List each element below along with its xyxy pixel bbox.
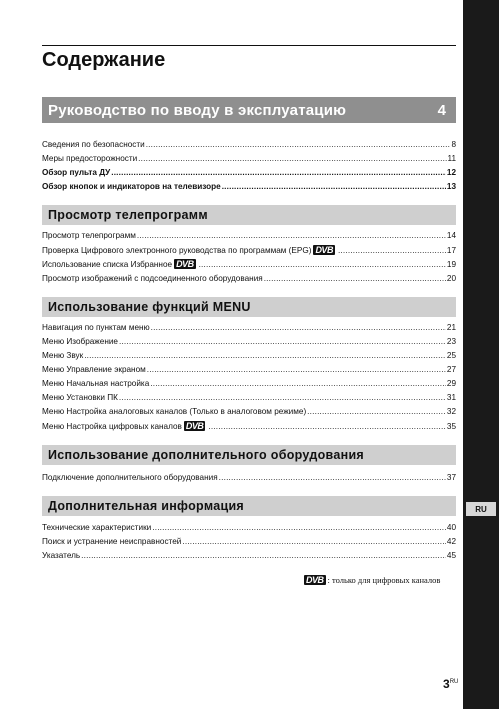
- section-title: Дополнительная информация: [48, 499, 245, 513]
- toc-entry[interactable]: [42, 230, 456, 242]
- leader-dots: [222, 181, 446, 193]
- toc-entry[interactable]: [42, 522, 456, 534]
- toc-entry-page: 23: [446, 337, 456, 346]
- leader-dots: [150, 378, 446, 390]
- leader-dots: [208, 421, 446, 433]
- toc-entry-label: Просмотр изображений с подсоединенного оборудования: [42, 274, 263, 283]
- toc-entry-label: Технические характеристики: [42, 523, 152, 532]
- toc-entry-page: 8: [451, 140, 456, 149]
- section-header-additional[interactable]: [42, 496, 456, 516]
- toc-entry-label: Просмотр телепрограмм: [42, 231, 136, 240]
- toc-entry-page: 29: [446, 379, 456, 388]
- toc-entry-page: 31: [446, 393, 456, 402]
- section-header-equipment[interactable]: [42, 445, 456, 465]
- leader-dots: [199, 259, 446, 271]
- toc-entry-page: 20: [446, 274, 456, 283]
- toc-entry-page: 45: [446, 551, 456, 560]
- toc-entry[interactable]: [42, 350, 456, 362]
- dvb-icon: DVB: [306, 575, 324, 585]
- section-title: Использование функций MENU: [48, 300, 251, 314]
- section-number: 4: [437, 101, 446, 119]
- toc-entry-page: 37: [446, 473, 456, 482]
- toc-entry[interactable]: [42, 336, 456, 348]
- leader-dots: [307, 406, 446, 418]
- toc-entry[interactable]: [42, 181, 456, 193]
- toc-entry-page: 40: [446, 523, 456, 532]
- toc-entry[interactable]: [42, 273, 456, 285]
- toc-entry-page: 12: [446, 168, 456, 177]
- side-tab-bar: [463, 0, 499, 709]
- toc-entry-label: Использование списка Избранное: [42, 260, 173, 269]
- toc-entry[interactable]: [42, 153, 456, 165]
- section-header-setup[interactable]: [42, 97, 456, 123]
- toc-entry[interactable]: [42, 167, 456, 179]
- toc-entry-label: Меню Настройка аналоговых каналов (Только в аналоговом режиме): [42, 407, 307, 416]
- toc-entry-page: 21: [446, 323, 456, 332]
- toc-entry-page: 14: [446, 231, 456, 240]
- leader-dots: [151, 322, 446, 334]
- footnote-text: : только для цифровых каналов: [327, 575, 441, 585]
- toc-entry-page: 13: [446, 182, 456, 191]
- section-header-viewing[interactable]: [42, 205, 456, 225]
- toc-entry[interactable]: [42, 421, 456, 433]
- leader-dots: [147, 364, 446, 376]
- toc-entry-label: Меню Изображение: [42, 337, 118, 346]
- toc-entry-label: Меню Звук: [42, 351, 84, 360]
- toc-entry[interactable]: [42, 259, 456, 271]
- section-title: Просмотр телепрограмм: [48, 208, 208, 222]
- toc-entry-page: 19: [446, 260, 456, 269]
- toc-entry-label: Сведения по безопасности: [42, 140, 145, 149]
- leader-dots: [146, 139, 451, 151]
- toc-entry[interactable]: [42, 392, 456, 404]
- toc-entry-label: Меню Начальная настройка: [42, 379, 150, 388]
- dvb-icon: DVB: [315, 245, 333, 255]
- toc-entry[interactable]: [42, 536, 456, 548]
- page-number-value: 3: [443, 677, 450, 691]
- toc-entry-label: Подключение дополнительного оборудования: [42, 473, 218, 482]
- toc-entry-label: Навигация по пунктам меню: [42, 323, 150, 332]
- toc-entry-page: 32: [446, 407, 456, 416]
- toc-entry-label: Поиск и устранение неисправностей: [42, 537, 182, 546]
- page-number-suffix: RU: [449, 679, 459, 685]
- toc-entry-label: Проверка Цифрового электронного руководства по программам (EPG): [42, 246, 312, 255]
- leader-dots: [152, 522, 446, 534]
- leader-dots: [264, 273, 446, 285]
- toc-entry-page: 11: [447, 154, 456, 163]
- title-rule: [42, 45, 456, 46]
- leader-dots: [119, 392, 446, 404]
- toc-entry[interactable]: [42, 406, 456, 418]
- toc-entry-label: Меню Управление экраном: [42, 365, 146, 374]
- digital-only-note: [302, 575, 440, 585]
- language-tab-label: RU: [466, 502, 496, 516]
- leader-dots: [338, 245, 446, 257]
- toc-entry-page: 35: [446, 422, 456, 431]
- toc-entry-label: Обзор пульта ДУ: [42, 168, 111, 177]
- dvb-icon: DVB: [176, 259, 194, 269]
- toc-entry-page: 25: [446, 351, 456, 360]
- leader-dots: [219, 472, 446, 484]
- leader-dots: [137, 230, 446, 242]
- toc-entry[interactable]: [42, 245, 456, 257]
- toc-entry[interactable]: [42, 139, 456, 151]
- section-header-menu[interactable]: [42, 297, 456, 317]
- toc-entry[interactable]: [42, 322, 456, 334]
- toc-entry-label: Обзор кнопок и индикаторов на телевизоре: [42, 182, 221, 191]
- toc-entry-label: Указатель: [42, 551, 81, 560]
- toc-entry[interactable]: [42, 378, 456, 390]
- leader-dots: [119, 336, 446, 348]
- leader-dots: [111, 167, 446, 179]
- leader-dots: [182, 536, 446, 548]
- page-number: [443, 677, 458, 691]
- toc-entry-label: Меню Установки ПК: [42, 393, 118, 402]
- section-title: Руководство по вводу в эксплуатацию: [48, 101, 347, 119]
- toc-entry-page: 42: [446, 537, 456, 546]
- dvb-icon: DVB: [185, 421, 204, 431]
- toc-entry[interactable]: [42, 364, 456, 376]
- page-title: Содержание: [42, 49, 166, 71]
- toc-entry-page: 17: [446, 246, 456, 255]
- leader-dots: [81, 550, 446, 562]
- toc-entry[interactable]: [42, 550, 456, 562]
- toc-entry-page: 27: [446, 365, 456, 374]
- leader-dots: [138, 153, 446, 165]
- leader-dots: [84, 350, 446, 362]
- toc-entry-label: Меню Настройка цифровых каналов: [42, 422, 182, 431]
- section-title: Использование дополнительного оборудования: [48, 448, 365, 462]
- toc-entry-label: Меры предосторожности: [42, 154, 138, 163]
- toc-entry[interactable]: [42, 472, 456, 484]
